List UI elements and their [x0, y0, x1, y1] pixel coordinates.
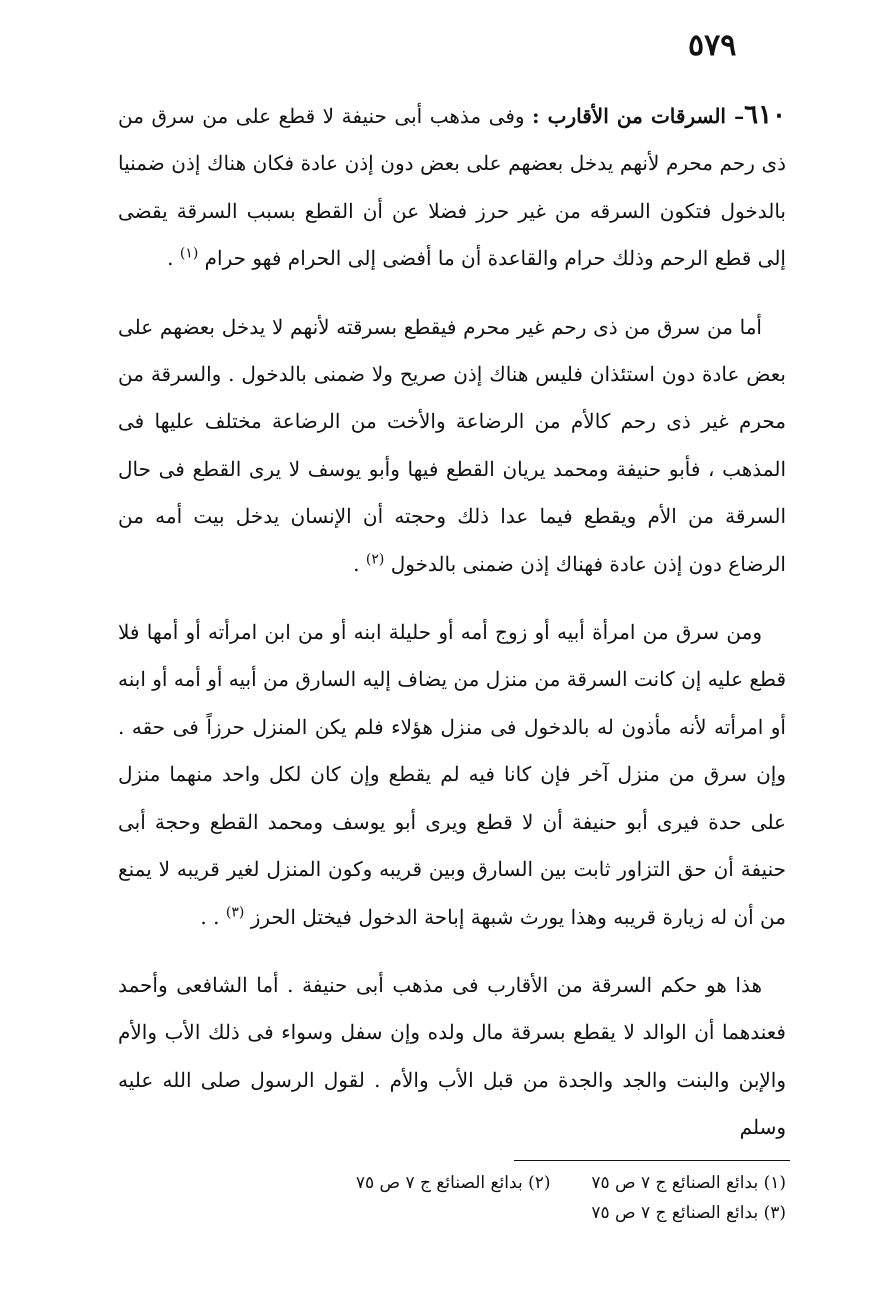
footnote-divider	[514, 1160, 790, 1161]
paragraph-text: هذا هو حكم السرقة من الأقارب فى مذهب أبى حنيفة . أما الشافعى وأحمد فعندهما أن الوالد لا يقطع بسرقة مال ولده وإن سفل وسواء فى ذلك الأب والأم والإبن والبنت والجد والجدة من قبل الأب والأم . لقول الرسول صلى الله عليه وسلم	[118, 972, 786, 1140]
footnote-number: (٢)	[528, 1173, 551, 1193]
footnote-reference: (٢)	[365, 551, 385, 567]
main-text	[118, 92, 786, 1173]
paragraph-2	[118, 304, 786, 588]
paragraph-1	[118, 92, 786, 283]
footnote-number: (٣)	[763, 1203, 786, 1223]
paragraph-4	[118, 962, 786, 1152]
footnotes	[200, 1168, 786, 1228]
section-title: – السرقات من الأقارب :	[532, 104, 745, 128]
footnote-number: (١)	[763, 1173, 786, 1193]
section-number: ٦١٠	[744, 100, 787, 130]
paragraph-3	[118, 609, 786, 941]
footnote-text: بدائع الصنائع ج ٧ ص ٧٥	[355, 1173, 523, 1193]
paragraph-end: .	[353, 551, 366, 576]
footnote-row	[200, 1198, 786, 1228]
footnote-text: بدائع الصنائع ج ٧ ص ٧٥	[591, 1173, 759, 1193]
footnote-reference: (٣)	[225, 903, 245, 920]
paragraph-end: .	[167, 246, 180, 271]
footnote-row	[200, 1168, 786, 1198]
page-number: ٥٧٩	[688, 28, 737, 63]
paragraph-end: . .	[200, 904, 226, 929]
paragraph-text: ومن سرق من امرأة أبيه أو زوج أمه أو حليلة ابنه أو من ابن امرأته أو أمها فلا قطع عليه إن كانت السرقة من منزل من يضاف إليه السارق من أبيه أو أمه أو ابنه أو امرأته لأنه مأذون له بالدخول فى منزل هؤلاء فلم يكن المنزل حرزاً فى حقه . وإن سرق من منزل آخر فإن كانا فيه لم يقطع وإن كان لكل واحد منهما منزل على حدة فيرى أبو حنيفة أن لا قطع ويرى أبو يوسف ومحمد القطع وحجة أبى حنيفة أن حق التزاور ثابت بين السارق وبين قريبه وكون المنزل لغير قريبه لا يمنع من أن له زيارة قريبه وهذا يورث شبهة إباحة الدخول فيختل الحرز	[118, 620, 786, 929]
footnote-reference: (١)	[179, 245, 199, 262]
footnote-text: بدائع الصنائع ج ٧ ص ٧٥	[591, 1203, 759, 1223]
paragraph-text: أما من سرق من ذى رحم غير محرم فيقطع بسرقته لأنهم لا يدخل بعضهم على بعض عادة دون استئذان فليس هناك إذن صريح ولا ضمنى بالدخول . والسرقة من محرم غير ذى رحم كالأم من الرضاعة والأخت من الرضاعة مختلف عليها فى المذهب ، فأبو حنيفة ومحمد يريان القطع فيها وأبو يوسف لا يرى القطع فى حال السرقة من الأم ويقطع فيما عدا ذلك وحجته أن الإنسان يدخل بيت أمه من الرضاع دون إذن عادة فهناك إذن ضمنى بالدخول	[118, 314, 786, 576]
paragraph-text: وفى مذهب أبى حنيفة لا قطع على من سرق من ذى رحم محرم لأنهم يدخل بعضهم على بعض دون إذن عادة فكان هناك إذن ضمنيا بالدخول فتكون السرقه من غير حرز فضلا عن أن القطع بسبب السرقة يقضى إلى قطع الرحم وذلك حرام والقاعدة أن ما أفضى إلى الحرام فهو حرام	[118, 104, 786, 271]
